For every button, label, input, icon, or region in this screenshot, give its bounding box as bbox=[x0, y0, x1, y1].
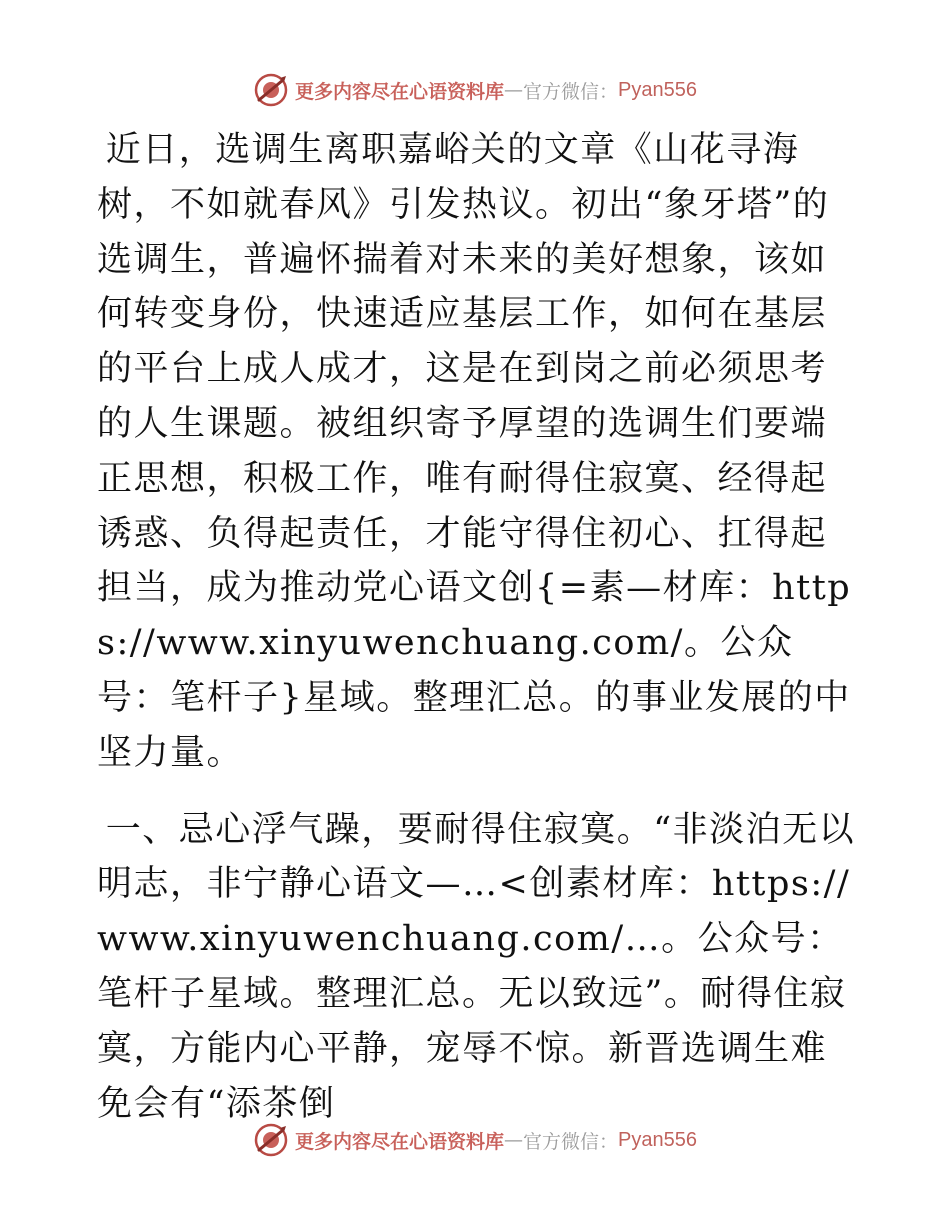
header-watermark-banner bbox=[0, 68, 950, 112]
header-separator: — bbox=[504, 79, 524, 101]
footer-account-label: 官方微信： bbox=[523, 1130, 619, 1153]
document-body bbox=[97, 123, 857, 1131]
paragraph-intro: 近日，选调生离职嘉峪关的文章《山花寻海树，不如就春风》引发热议。初出“象牙塔”的选调生，普遍怀揣着对未来的美好想象，该如何转变身份，快速适应基层工作，如何在基层的平台上成人成才，这是在到岗之前必须思考的人生课题。被组织寄予厚望的选调生们要端正思想，积极工作，唯有耐得住寂寞、经得起诱惑、负得起责任，才能守得住初心、扛得起担当，成为推动党心语文创{=素—材库：https://www.xinyuwenchuang.com/。公众号：笔杆子}星域。整理汇总。的事业发展的中坚力量。 bbox=[97, 130, 852, 773]
header-account-label: 官方微信： bbox=[523, 80, 619, 103]
paragraph-section-one: 一、忌心浮气躁，要耐得住寂寞。“非淡泊无以明志，非宁静心语文—…<创素材库：https://www.xinyuwenchuang.com/…。公众号：笔杆子星域。整理汇总。无以致远”。耐得住寂寞，方能内心平静，宠辱不惊。新晋选调生难免会有“添茶倒 bbox=[97, 809, 856, 1124]
brand-logo-icon bbox=[253, 72, 289, 108]
footer-watermark-banner bbox=[0, 1118, 950, 1162]
footer-banner-text: 更多内容尽在心语资料库 bbox=[295, 1130, 505, 1153]
brand-logo-icon bbox=[253, 1122, 289, 1158]
footer-separator: — bbox=[504, 1129, 524, 1151]
header-account-id: Pyan556 bbox=[618, 78, 697, 101]
header-banner-text: 更多内容尽在心语资料库 bbox=[295, 80, 505, 103]
footer-account-id: Pyan556 bbox=[618, 1128, 697, 1151]
